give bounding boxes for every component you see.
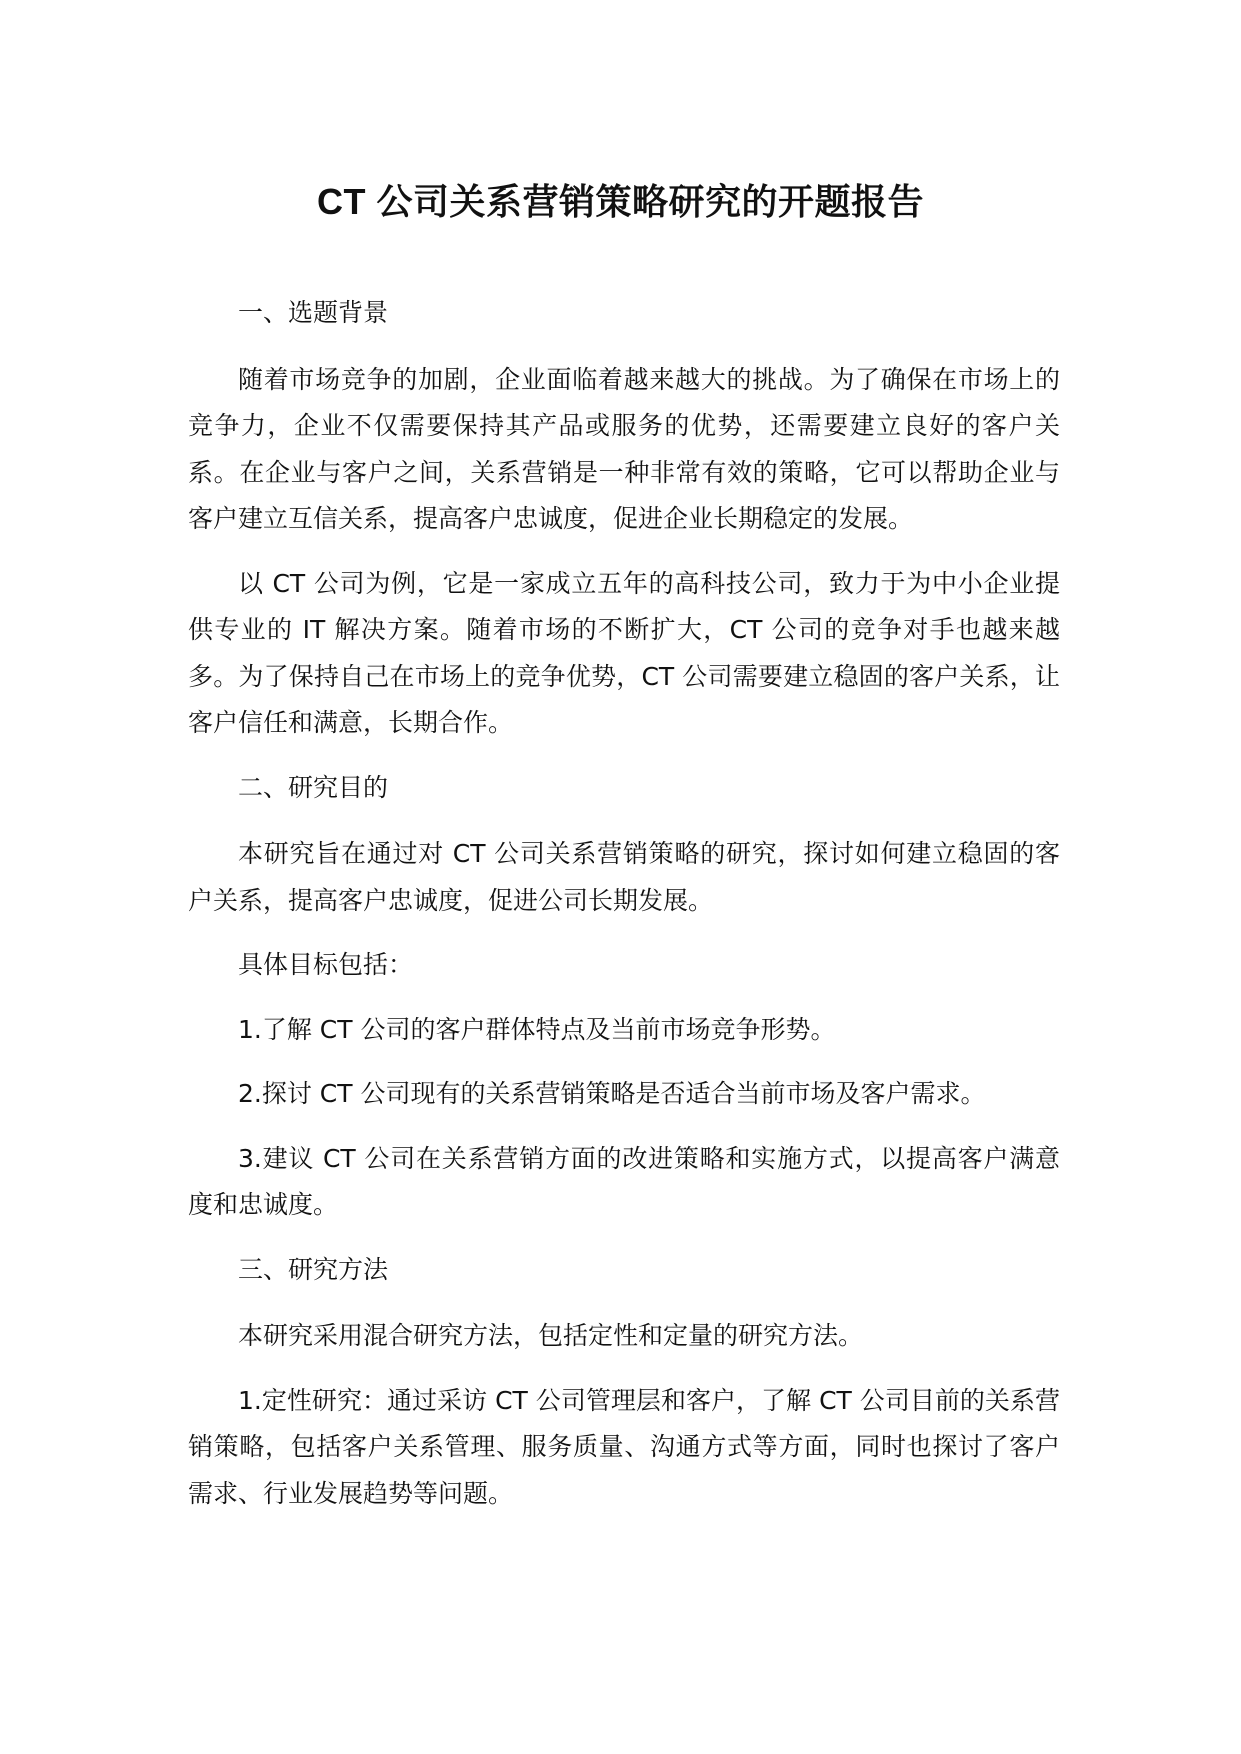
paragraph-goals-intro: 具体目标包括： [238, 950, 414, 979]
section-heading-methods: 三、研究方法 [238, 1254, 389, 1284]
list-item-goal-2: 2.探讨 CT 公司现有的关系营销策略是否适合当前市场及客户需求。 [238, 1079, 986, 1108]
list-item-method-1: 1.定性研究：通过采访 CT 公司管理层和客户，了解 CT 公司目前的关系营销策略，包括客户关系管理、服务质量、沟通方式等方面，同时也探讨了客户需求、行业发展趋势等问题。 [188, 1385, 1060, 1508]
list-item-goal-1: 1.了解 CT 公司的客户群体特点及当前市场竞争形势。 [238, 1014, 836, 1044]
paragraph-background-2: 以 CT 公司为例，它是一家成立五年的高科技公司，致力于为中小企业提供专业的 IT 解决方案。随着市场的不断扩大，CT 公司的竞争对手也越来越多。为了保持自己在市场上的竞争优势，CT 公司需要建立稳固的客户关系，让客户信任和满意，长期合作。 [188, 568, 1060, 737]
section-heading-background: 一、选题背景 [238, 298, 389, 327]
document-title: CT 公司关系营销策略研究的开题报告 [317, 181, 924, 222]
list-item-goal-3: 3.建议 CT 公司在关系营销方面的改进策略和实施方式，以提高客户满意度和忠诚度。 [188, 1143, 1060, 1219]
paragraph-methods-1: 本研究采用混合研究方法，包括定性和定量的研究方法。 [238, 1321, 864, 1350]
paragraph-background-1: 随着市场竞争的加剧，企业面临着越来越大的挑战。为了确保在市场上的竞争力，企业不仅需要保持其产品或服务的优势，还需要建立良好的客户关系。在企业与客户之间，关系营销是一种非常有效的策略，它可以帮助企业与客户建立互信关系，提高客户忠诚度，促进企业长期稳定的发展。 [188, 364, 1060, 533]
section-heading-purpose: 二、研究目的 [238, 772, 389, 802]
document-body [188, 290, 1060, 1535]
paragraph-purpose-1: 本研究旨在通过对 CT 公司关系营销策略的研究，探讨如何建立稳固的客户关系，提高客户忠诚度，促进公司长期发展。 [188, 839, 1060, 915]
